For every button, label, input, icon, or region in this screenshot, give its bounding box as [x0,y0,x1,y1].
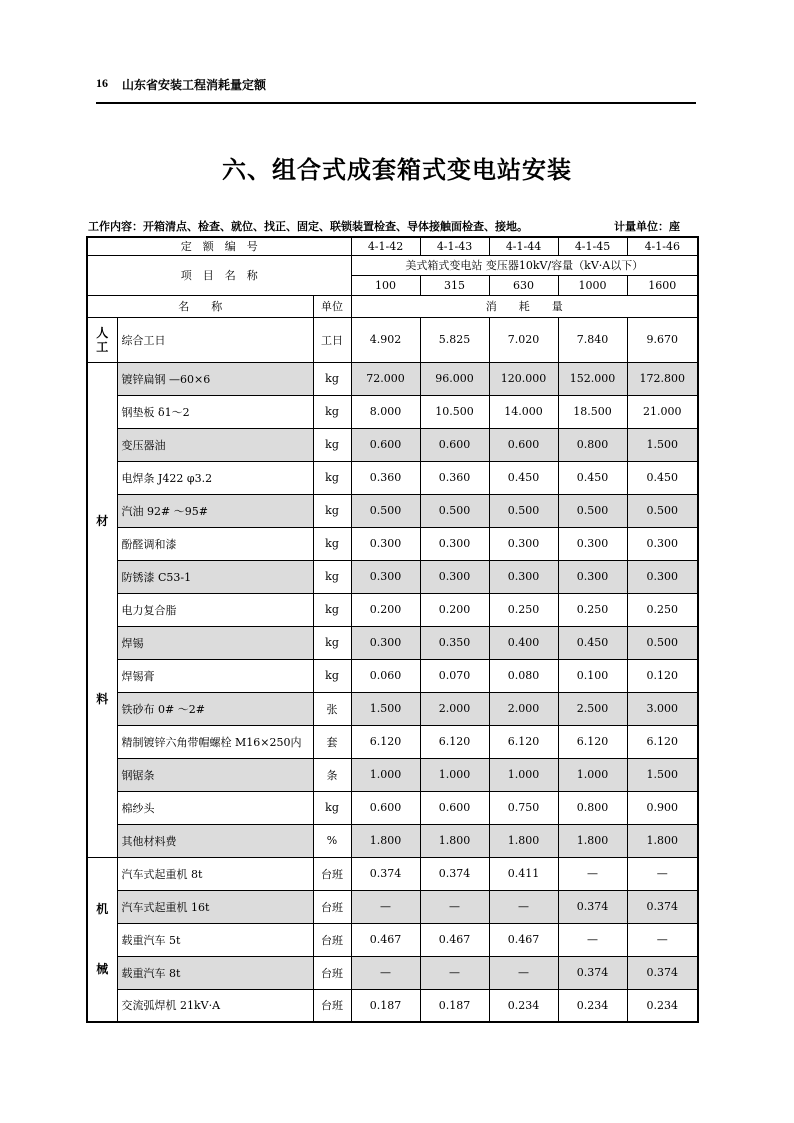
table-row [87,362,698,395]
item-name: 综合工日 [117,317,313,362]
item-unit: 台班 [313,857,351,890]
category-label: 人工 [96,325,109,354]
consumption-value: — [351,956,420,989]
quota-number: 4-1-46 [627,237,698,255]
consumption-value: 0.500 [489,494,558,527]
column-header-row [87,295,698,317]
consumption-value: 4.902 [351,317,420,362]
item-name: 棉纱头 [117,791,313,824]
consumption-value: 0.374 [351,857,420,890]
consumption-value: 1.000 [420,758,489,791]
consumption-value: 0.300 [627,560,698,593]
consumption-value: 0.450 [558,626,627,659]
measure-unit: 计量单位：座 [614,220,680,233]
consumption-value: 1.800 [351,824,420,857]
table-row [87,725,698,758]
item-name: 汽车式起重机 16t [117,890,313,923]
consumption-value: 18.500 [558,395,627,428]
consumption-value: 0.300 [351,560,420,593]
table-row [87,428,698,461]
consumption-value: 2.000 [420,692,489,725]
consumption-value: 0.250 [558,593,627,626]
consumption-value: 0.374 [558,956,627,989]
capacity: 1000 [558,275,627,295]
consumption-value: 7.840 [558,317,627,362]
item-name: 铁砂布 0# ～2# [117,692,313,725]
consumption-value: 0.187 [420,989,489,1022]
item-unit: 条 [313,758,351,791]
consumption-value: 0.234 [558,989,627,1022]
consumption-value: 0.300 [420,527,489,560]
consumption-value: — [558,923,627,956]
consumption-value: 6.120 [351,725,420,758]
consumption-value: 0.060 [351,659,420,692]
consumption-value: 0.750 [489,791,558,824]
item-name-label: 项 目 名 称 [87,255,351,295]
capacity: 100 [351,275,420,295]
consumption-value: 1.500 [351,692,420,725]
consumption-value: 1.500 [627,758,698,791]
category-material [87,362,117,857]
item-name: 电力复合脂 [117,593,313,626]
consumption-value: 0.300 [558,527,627,560]
consumption-value: 0.250 [627,593,698,626]
consumption-value: 0.467 [351,923,420,956]
consumption-value: 0.400 [489,626,558,659]
consumption-value: 1.800 [627,824,698,857]
item-name: 载重汽车 5t [117,923,313,956]
item-group: 美式箱式变电站 变压器10kV/容量（kV·A以下） [351,255,698,275]
consumption-value: 14.000 [489,395,558,428]
item-name: 电焊条 J422 φ3.2 [117,461,313,494]
consumption-value: 0.100 [558,659,627,692]
item-unit: kg [313,560,351,593]
item-name: 钢锯条 [117,758,313,791]
consumption-value: 172.800 [627,362,698,395]
consumption-value: 0.467 [489,923,558,956]
consumption-value: — [489,956,558,989]
consumption-value: 0.600 [420,428,489,461]
quota-number-label: 定 额 编 号 [87,237,351,255]
item-unit: 台班 [313,890,351,923]
consumption-value: 0.200 [420,593,489,626]
item-group-row [87,255,698,275]
consumption-value: 0.800 [558,428,627,461]
consumption-value: 72.000 [351,362,420,395]
item-unit: 台班 [313,923,351,956]
consumption-value: 0.374 [627,956,698,989]
consumption-label: 消 耗 量 [351,295,698,317]
consumption-value: 0.450 [558,461,627,494]
page-header [96,72,696,104]
item-unit: kg [313,791,351,824]
table-row [87,560,698,593]
consumption-value: 21.000 [627,395,698,428]
consumption-value: 0.360 [420,461,489,494]
consumption-value: — [351,890,420,923]
consumption-value: 6.120 [558,725,627,758]
item-unit: % [313,824,351,857]
consumption-value: 0.300 [627,527,698,560]
table-row [87,989,698,1022]
table-row [87,395,698,428]
item-unit: 台班 [313,989,351,1022]
consumption-value: 0.300 [489,560,558,593]
item-name: 汽油 92# ～95# [117,494,313,527]
item-name: 钢垫板 δ1～2 [117,395,313,428]
consumption-value: 0.080 [489,659,558,692]
category-label: 机 [96,902,109,917]
quota-table [86,236,699,1023]
table-row [87,758,698,791]
item-name: 焊锡膏 [117,659,313,692]
item-unit: kg [313,494,351,527]
item-unit: kg [313,626,351,659]
consumption-value: 0.500 [627,626,698,659]
category-label: 料 [96,691,109,706]
consumption-value: 0.300 [351,527,420,560]
table-row [87,626,698,659]
table-row [87,890,698,923]
item-name: 酚醛调和漆 [117,527,313,560]
item-unit: kg [313,428,351,461]
consumption-value: 0.300 [558,560,627,593]
consumption-value: 3.000 [627,692,698,725]
category-machine [87,857,117,1022]
consumption-value: 0.374 [558,890,627,923]
consumption-value: 0.800 [558,791,627,824]
consumption-value: — [489,890,558,923]
category-label: 材 [96,513,109,528]
consumption-value: 0.374 [420,857,489,890]
quota-number: 4-1-42 [351,237,420,255]
item-name: 防锈漆 C53-1 [117,560,313,593]
consumption-value: 0.070 [420,659,489,692]
consumption-value: 2.500 [558,692,627,725]
table-row [87,494,698,527]
consumption-value: 6.120 [489,725,558,758]
consumption-value: 1.500 [627,428,698,461]
consumption-value: 0.234 [627,989,698,1022]
table-row [87,593,698,626]
item-name: 焊锡 [117,626,313,659]
item-unit: 张 [313,692,351,725]
name-label: 名 称 [87,295,313,317]
consumption-value: 0.500 [627,494,698,527]
consumption-value: — [420,956,489,989]
consumption-value: 0.360 [351,461,420,494]
item-unit: kg [313,395,351,428]
consumption-value: 0.600 [489,428,558,461]
table-row [87,791,698,824]
consumption-value: 0.374 [627,890,698,923]
consumption-value: 1.800 [489,824,558,857]
consumption-value: 152.000 [558,362,627,395]
quota-number-row [87,237,698,255]
consumption-value: 0.300 [351,626,420,659]
item-unit: 台班 [313,956,351,989]
category-labor [87,317,117,362]
item-unit: 套 [313,725,351,758]
consumption-value: 1.000 [558,758,627,791]
consumption-value: 0.600 [351,791,420,824]
consumption-value: 0.187 [351,989,420,1022]
consumption-value: 0.450 [489,461,558,494]
consumption-value: 0.467 [420,923,489,956]
consumption-value: 8.000 [351,395,420,428]
item-name: 其他材料费 [117,824,313,857]
consumption-value: 1.800 [558,824,627,857]
capacity: 315 [420,275,489,295]
unit-label: 单位 [313,295,351,317]
consumption-value: 0.300 [420,560,489,593]
consumption-value: 0.250 [489,593,558,626]
table-row [87,956,698,989]
consumption-value: 9.670 [627,317,698,362]
consumption-value: — [627,857,698,890]
consumption-value: — [627,923,698,956]
consumption-value: 0.500 [351,494,420,527]
table-row [87,317,698,362]
capacity: 630 [489,275,558,295]
consumption-value: 6.120 [627,725,698,758]
table-row [87,857,698,890]
consumption-value: 0.411 [489,857,558,890]
quota-number: 4-1-44 [489,237,558,255]
consumption-value: 0.200 [351,593,420,626]
page-number: 16 [96,76,108,90]
item-name: 载重汽车 8t [117,956,313,989]
consumption-value: 1.800 [420,824,489,857]
item-unit: kg [313,362,351,395]
item-name: 汽车式起重机 8t [117,857,313,890]
consumption-value: 96.000 [420,362,489,395]
consumption-value: 0.120 [627,659,698,692]
consumption-value: 0.500 [420,494,489,527]
consumption-value: 2.000 [489,692,558,725]
item-unit: kg [313,461,351,494]
item-unit: 工日 [313,317,351,362]
consumption-value: 0.600 [420,791,489,824]
consumption-value: 120.000 [489,362,558,395]
consumption-value: 0.600 [351,428,420,461]
consumption-value: 1.000 [489,758,558,791]
work-content: 工作内容：开箱清点、检查、就位、找正、固定、联锁装置检查、导体接触面检查、接地。 [88,220,528,233]
item-name: 变压器油 [117,428,313,461]
consumption-value: 0.300 [489,527,558,560]
item-name: 交流弧焊机 21kV·A [117,989,313,1022]
consumption-value: 6.120 [420,725,489,758]
consumption-value: 1.000 [351,758,420,791]
item-name: 精制镀锌六角带帽螺栓 M16×250内 [117,725,313,758]
table-row [87,824,698,857]
consumption-value: 0.350 [420,626,489,659]
book-title: 山东省安装工程消耗量定额 [122,78,267,92]
consumption-value: 0.234 [489,989,558,1022]
item-unit: kg [313,593,351,626]
section-title: 六、组合式成套箱式变电站安装 [222,156,572,184]
consumption-value: 7.020 [489,317,558,362]
quota-number: 4-1-45 [558,237,627,255]
item-unit: kg [313,527,351,560]
table-row [87,923,698,956]
capacity: 1600 [627,275,698,295]
table-row [87,527,698,560]
item-name: 镀锌扁钢 —60×6 [117,362,313,395]
consumption-value: — [420,890,489,923]
item-unit: kg [313,659,351,692]
quota-number: 4-1-43 [420,237,489,255]
consumption-value: 10.500 [420,395,489,428]
consumption-value: 0.900 [627,791,698,824]
consumption-value: 0.450 [627,461,698,494]
table-row [87,659,698,692]
consumption-value: 0.500 [558,494,627,527]
table-row [87,461,698,494]
consumption-value: 5.825 [420,317,489,362]
table-row [87,692,698,725]
consumption-value: — [558,857,627,890]
category-label: 械 [96,962,109,977]
